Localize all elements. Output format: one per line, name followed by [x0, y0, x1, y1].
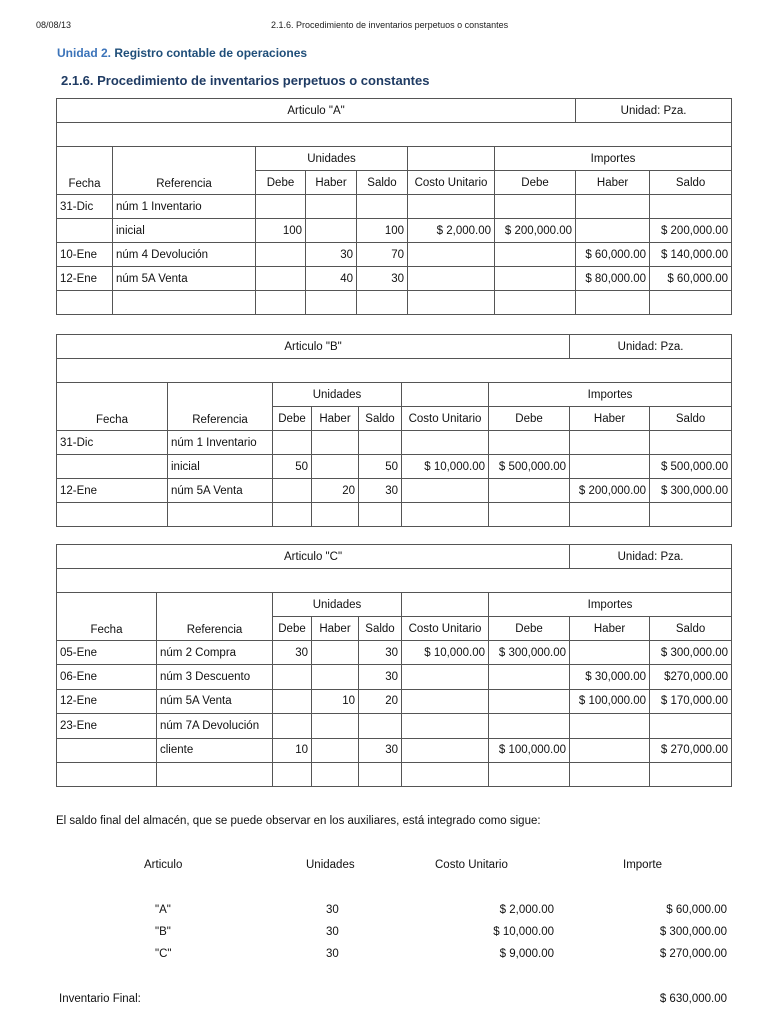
cell-importe-debe [495, 195, 576, 219]
referencia-header: Referencia [168, 383, 273, 431]
cell-unidades-saldo [359, 714, 402, 738]
cell-importe-saldo [650, 291, 732, 315]
cell-unidades-haber: 10 [312, 689, 359, 713]
cell-referencia: núm 1 Inventario [168, 431, 273, 455]
cell-referencia: núm 3 Descuento [157, 665, 273, 689]
cell-importe-debe [495, 291, 576, 315]
debe-header: Debe [489, 407, 570, 431]
cell-fecha: 31-Dic [57, 431, 168, 455]
cell-importe-haber [570, 503, 650, 527]
importes-header: Importes [489, 383, 732, 407]
unit-heading [57, 46, 307, 60]
cell-unidades-saldo: 30 [359, 641, 402, 665]
cell-importe-saldo: $ 500,000.00 [650, 455, 732, 479]
cell-unidades-debe: 50 [273, 455, 312, 479]
summary-header-unidades: Unidades [306, 859, 355, 871]
cell-unidades-saldo: 100 [357, 219, 408, 243]
cell-importe-haber: $ 30,000.00 [570, 665, 650, 689]
unidades-header: Unidades [256, 147, 408, 171]
cell-costo-unitario [402, 431, 489, 455]
cell-fecha [57, 455, 168, 479]
cell-unidades-debe [273, 503, 312, 527]
costo-unitario-header: Costo Unitario [402, 407, 489, 431]
cell-importe-debe: $ 300,000.00 [489, 641, 570, 665]
cell-unidades-haber [306, 291, 357, 315]
cell-unidades-haber [312, 665, 359, 689]
table-row [57, 479, 732, 503]
summary-header-articulo: Articulo [144, 859, 183, 871]
blank-row [57, 359, 732, 383]
cell-unidades-haber [312, 714, 359, 738]
cell-costo-unitario [408, 243, 495, 267]
summary-importe: $ 60,000.00 [666, 904, 727, 916]
summary-importe: $ 270,000.00 [659, 948, 727, 960]
blank-row [57, 569, 732, 593]
cell-unidades-debe [273, 762, 312, 786]
header-title: 2.1.6. Procedimiento de inventarios perpetuos o constantes [271, 20, 509, 30]
cell-fecha: 31-Dic [57, 195, 113, 219]
cell-importe-saldo: $ 300,000.00 [650, 641, 732, 665]
summary-unidades: 30 [326, 904, 339, 916]
cell-importe-saldo: $ 170,000.00 [650, 689, 732, 713]
table-row [57, 267, 732, 291]
haber-header: Haber [312, 617, 359, 641]
cell-costo-unitario: $ 10,000.00 [402, 455, 489, 479]
cell-importe-saldo [650, 762, 732, 786]
cell-costo-unitario [402, 479, 489, 503]
unit-heading-label: Unidad 2. [57, 46, 112, 60]
table-row [57, 195, 732, 219]
cell-unidades-debe [256, 267, 306, 291]
table-row [57, 219, 732, 243]
cell-unidades-saldo: 20 [359, 689, 402, 713]
debe-header: Debe [273, 617, 312, 641]
cell-importe-debe [489, 689, 570, 713]
cell-referencia: núm 5A Venta [168, 479, 273, 503]
cell-unidades-saldo [359, 503, 402, 527]
table-row [57, 714, 732, 738]
summary-articulo: "B" [155, 926, 171, 938]
table-row [57, 762, 732, 786]
cell-importe-haber: $ 200,000.00 [570, 479, 650, 503]
summary-costo: $ 9,000.00 [499, 948, 554, 960]
table-row [57, 738, 732, 762]
cell-referencia [157, 762, 273, 786]
cell-unidades-debe [273, 689, 312, 713]
cell-referencia: núm 2 Compra [157, 641, 273, 665]
cell-costo-unitario [402, 762, 489, 786]
summary-costo: $ 10,000.00 [493, 926, 554, 938]
cell-importe-debe [489, 431, 570, 455]
cell-importe-debe [489, 665, 570, 689]
unit-label: Unidad: Pza. [570, 545, 732, 569]
cell-costo-unitario [402, 665, 489, 689]
inventory-table-c [56, 544, 732, 787]
article-title: Articulo "C" [57, 545, 570, 569]
cell-unidades-saldo: 50 [359, 455, 402, 479]
cell-referencia: núm 5A Venta [157, 689, 273, 713]
cell-importe-saldo: $ 300,000.00 [650, 479, 732, 503]
cell-fecha [57, 762, 157, 786]
saldo-header: Saldo [359, 617, 402, 641]
summary-costo: $ 2,000.00 [499, 904, 554, 916]
cell-costo-unitario [408, 267, 495, 291]
cell-unidades-saldo [359, 431, 402, 455]
summary-unidades: 30 [326, 948, 339, 960]
cell-costo-unitario [408, 291, 495, 315]
cell-importe-saldo: $ 140,000.00 [650, 243, 732, 267]
debe-header: Debe [273, 407, 312, 431]
summary-articulo: "A" [155, 904, 171, 916]
cell-unidades-saldo [359, 762, 402, 786]
costo-unitario-header: Costo Unitario [402, 617, 489, 641]
cell-importe-debe [489, 762, 570, 786]
cell-importe-debe [489, 479, 570, 503]
summary-importe: $ 300,000.00 [659, 926, 727, 938]
cell-importe-saldo: $270,000.00 [650, 665, 732, 689]
cell-referencia: inicial [113, 219, 256, 243]
referencia-header: Referencia [157, 593, 273, 641]
summary-intro: El saldo final del almacén, que se puede observar en los auxiliares, está integrado como sigue: [56, 815, 541, 827]
table-row [57, 641, 732, 665]
cell-unidades-debe: 100 [256, 219, 306, 243]
cell-importe-haber [576, 219, 650, 243]
cell-unidades-haber: 30 [306, 243, 357, 267]
article-title: Articulo "B" [57, 335, 570, 359]
debe-header: Debe [495, 171, 576, 195]
cell-importe-saldo [650, 714, 732, 738]
cell-importe-haber [570, 431, 650, 455]
cell-importe-saldo: $ 60,000.00 [650, 267, 732, 291]
cell-fecha: 06-Ene [57, 665, 157, 689]
cell-fecha [57, 503, 168, 527]
inventario-final-label: Inventario Final: [59, 993, 141, 1005]
cell-referencia: cliente [157, 738, 273, 762]
table-row [57, 689, 732, 713]
unidades-header: Unidades [273, 383, 402, 407]
haber-header: Haber [570, 407, 650, 431]
cell-importe-saldo [650, 431, 732, 455]
cell-referencia: núm 7A Devolución [157, 714, 273, 738]
cell-unidades-haber [306, 219, 357, 243]
cell-fecha: 05-Ene [57, 641, 157, 665]
cell-importe-haber [570, 762, 650, 786]
cell-fecha [57, 291, 113, 315]
cell-unidades-saldo: 30 [359, 479, 402, 503]
importes-header: Importes [489, 593, 732, 617]
summary-unidades: 30 [326, 926, 339, 938]
haber-header: Haber [312, 407, 359, 431]
cell-unidades-debe [273, 479, 312, 503]
cell-importe-debe [489, 714, 570, 738]
cell-importe-saldo [650, 195, 732, 219]
cell-unidades-debe: 30 [273, 641, 312, 665]
cell-importe-saldo: $ 270,000.00 [650, 738, 732, 762]
unit-heading-text: Registro contable de operaciones [111, 46, 308, 60]
table-row [57, 455, 732, 479]
fecha-header: Fecha [57, 593, 157, 641]
cell-unidades-haber: 40 [306, 267, 357, 291]
cell-unidades-haber [312, 503, 359, 527]
cell-costo-unitario [402, 738, 489, 762]
cell-importe-haber [570, 714, 650, 738]
table-row [57, 243, 732, 267]
cell-referencia: inicial [168, 455, 273, 479]
cell-fecha [57, 738, 157, 762]
cell-importe-saldo [650, 503, 732, 527]
cell-unidades-debe [256, 243, 306, 267]
fecha-header: Fecha [57, 383, 168, 431]
cell-unidades-saldo [357, 291, 408, 315]
cell-costo-unitario [402, 714, 489, 738]
article-title: Articulo "A" [57, 99, 576, 123]
cell-importe-haber [576, 291, 650, 315]
cell-unidades-debe [273, 714, 312, 738]
importes-header: Importes [495, 147, 732, 171]
debe-header: Debe [256, 171, 306, 195]
cell-referencia: núm 5A Venta [113, 267, 256, 291]
cell-importe-debe: $ 200,000.00 [495, 219, 576, 243]
debe-header: Debe [489, 617, 570, 641]
cell-unidades-haber [312, 641, 359, 665]
costo-unitario-header: Costo Unitario [408, 171, 495, 195]
cell-referencia [168, 503, 273, 527]
cell-costo-unitario [408, 195, 495, 219]
cell-importe-debe: $ 100,000.00 [489, 738, 570, 762]
cell-unidades-saldo: 30 [357, 267, 408, 291]
cell-importe-debe: $ 500,000.00 [489, 455, 570, 479]
summary-header-importe: Importe [623, 859, 662, 871]
cell-importe-haber: $ 100,000.00 [570, 689, 650, 713]
cell-costo-unitario: $ 2,000.00 [408, 219, 495, 243]
fecha-header: Fecha [57, 147, 113, 195]
cell-costo-unitario: $ 10,000.00 [402, 641, 489, 665]
cell-importe-haber [570, 738, 650, 762]
cell-fecha [57, 219, 113, 243]
table-row [57, 291, 732, 315]
cell-fecha: 23-Ene [57, 714, 157, 738]
cell-unidades-debe [256, 195, 306, 219]
cell-unidades-saldo: 70 [357, 243, 408, 267]
cell-costo-unitario [402, 689, 489, 713]
cell-importe-debe [495, 243, 576, 267]
cell-referencia: núm 1 Inventario [113, 195, 256, 219]
cell-importe-haber [570, 455, 650, 479]
cell-unidades-debe [256, 291, 306, 315]
cell-unidades-haber [306, 195, 357, 219]
cell-referencia [113, 291, 256, 315]
cell-unidades-haber [312, 762, 359, 786]
blank-row [57, 123, 732, 147]
saldo-header: Saldo [650, 171, 732, 195]
cell-unidades-haber [312, 431, 359, 455]
inventory-table-a [56, 98, 732, 315]
saldo-header: Saldo [357, 171, 408, 195]
cell-costo-unitario [402, 503, 489, 527]
cell-unidades-haber: 20 [312, 479, 359, 503]
haber-header: Haber [306, 171, 357, 195]
unit-label: Unidad: Pza. [576, 99, 732, 123]
cell-unidades-saldo [357, 195, 408, 219]
cell-importe-debe [489, 503, 570, 527]
cell-importe-haber [576, 195, 650, 219]
summary-header-costo: Costo Unitario [435, 859, 508, 871]
unidades-header: Unidades [273, 593, 402, 617]
table-row [57, 665, 732, 689]
cell-referencia: núm 4 Devolución [113, 243, 256, 267]
cell-fecha: 10-Ene [57, 243, 113, 267]
inventory-table-b [56, 334, 732, 527]
referencia-header: Referencia [113, 147, 256, 195]
cell-importe-saldo: $ 200,000.00 [650, 219, 732, 243]
unit-label: Unidad: Pza. [570, 335, 732, 359]
cell-importe-debe [495, 267, 576, 291]
cell-fecha: 12-Ene [57, 689, 157, 713]
saldo-header: Saldo [650, 617, 732, 641]
haber-header: Haber [570, 617, 650, 641]
saldo-header: Saldo [650, 407, 732, 431]
cell-unidades-saldo: 30 [359, 665, 402, 689]
cell-unidades-haber [312, 455, 359, 479]
section-heading: 2.1.6. Procedimiento de inventarios perpetuos o constantes [61, 73, 430, 88]
cell-unidades-haber [312, 738, 359, 762]
inventario-final-value: $ 630,000.00 [659, 993, 727, 1005]
table-row [57, 503, 732, 527]
cell-unidades-debe: 10 [273, 738, 312, 762]
header-date: 08/08/13 [36, 20, 72, 30]
cell-importe-haber: $ 80,000.00 [576, 267, 650, 291]
cell-importe-haber: $ 60,000.00 [576, 243, 650, 267]
cell-unidades-debe [273, 431, 312, 455]
summary-articulo: "C" [155, 948, 172, 960]
saldo-header: Saldo [359, 407, 402, 431]
table-row [57, 431, 732, 455]
cell-unidades-debe [273, 665, 312, 689]
haber-header: Haber [576, 171, 650, 195]
cell-fecha: 12-Ene [57, 479, 168, 503]
cell-fecha: 12-Ene [57, 267, 113, 291]
cell-unidades-saldo: 30 [359, 738, 402, 762]
cell-importe-haber [570, 641, 650, 665]
